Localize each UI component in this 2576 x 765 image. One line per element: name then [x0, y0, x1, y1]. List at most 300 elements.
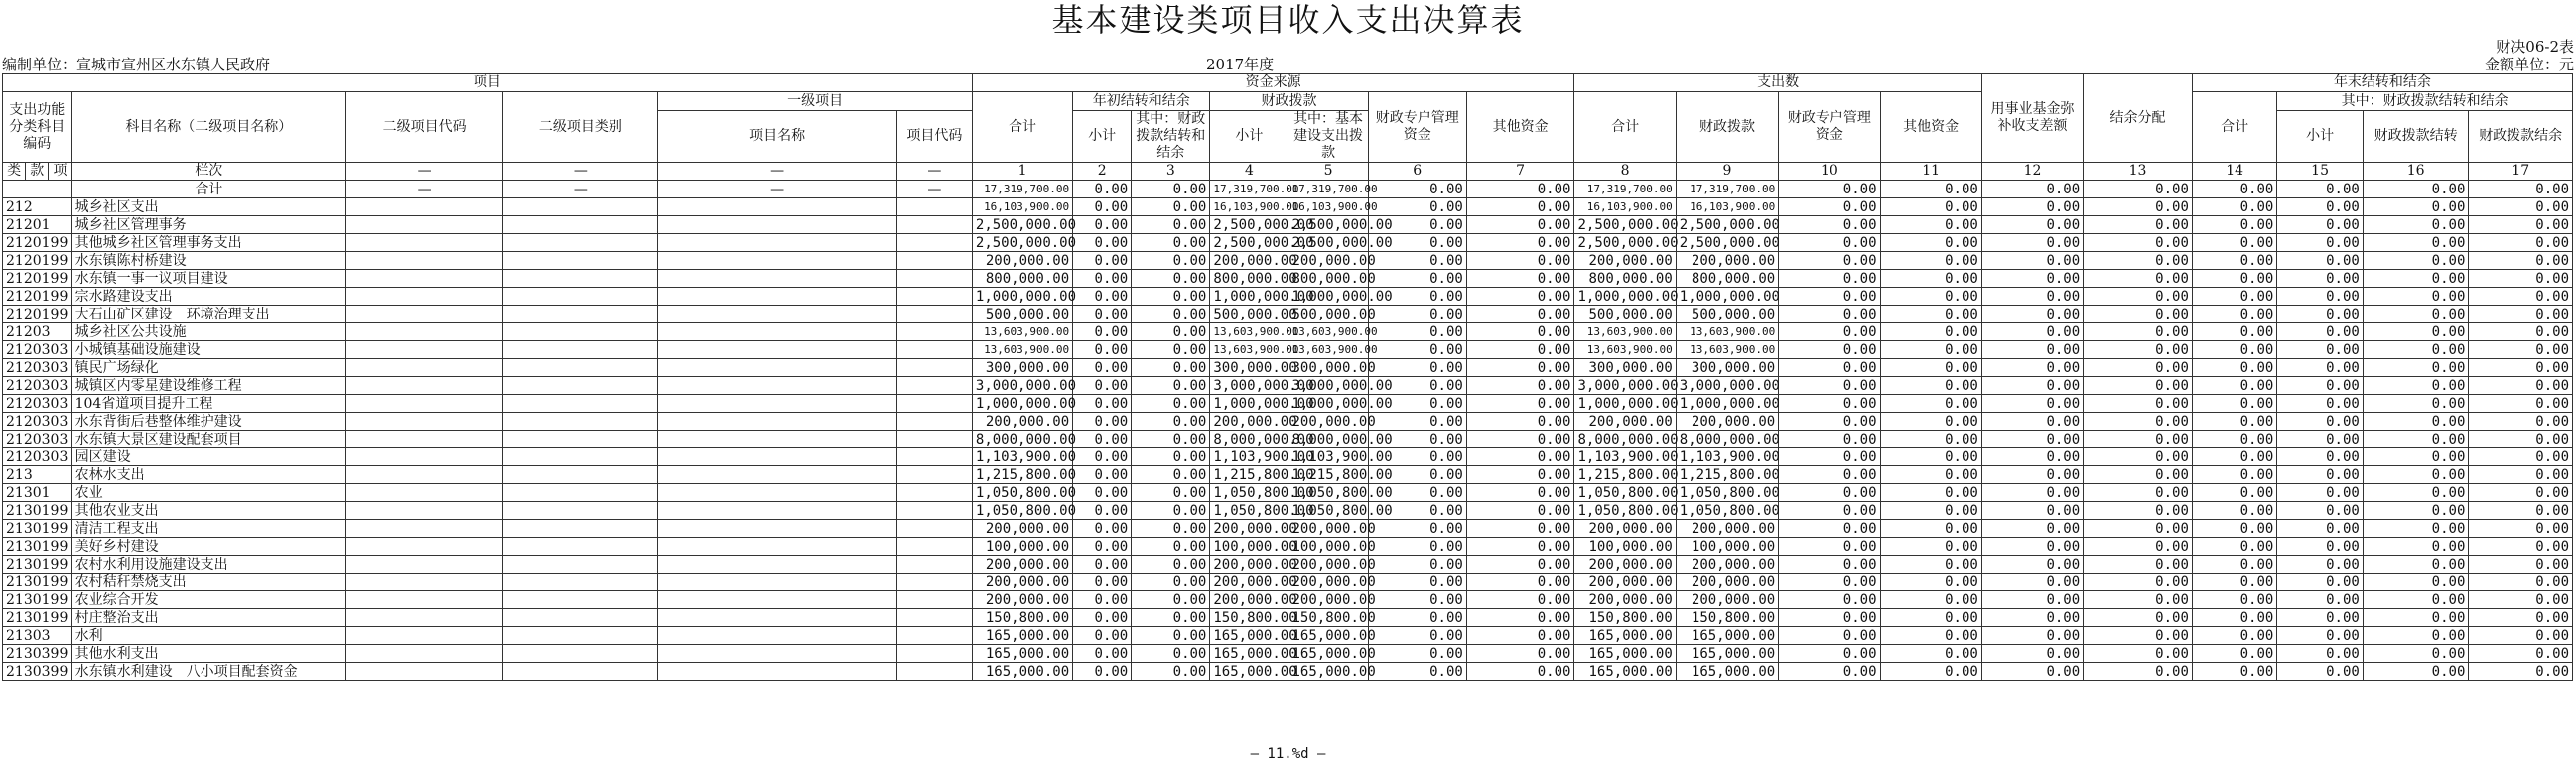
amount-cell: 1,050,800.00 — [1210, 502, 1288, 520]
amount-cell: 0.00 — [2084, 270, 2193, 288]
amount-cell: 0.00 — [1368, 645, 1466, 663]
function-code-cell: 2130199 — [3, 591, 72, 609]
table-row — [3, 627, 2573, 645]
amount-cell: 1,000,000.00 — [1676, 395, 1778, 413]
amount-cell: 1,050,800.00 — [1574, 484, 1676, 502]
amount-cell: 0.00 — [1466, 538, 1574, 556]
empty-cell — [503, 395, 658, 413]
empty-cell — [658, 609, 897, 627]
amount-cell: 0.00 — [2084, 520, 2193, 538]
table-row — [3, 448, 2573, 466]
amount-cell: 0.00 — [2469, 448, 2573, 466]
amount-cell: 0.00 — [2192, 252, 2276, 270]
amount-cell: 1,000,000.00 — [1574, 288, 1676, 306]
empty-cell — [896, 591, 972, 609]
total-value-cell: 17,319,700.00 — [1288, 181, 1368, 198]
amount-cell: 0.00 — [2277, 252, 2364, 270]
column-number: 11 — [1880, 163, 1981, 181]
empty-cell — [896, 359, 972, 377]
amount-cell: 0.00 — [2469, 663, 2573, 681]
amount-cell: 800,000.00 — [972, 270, 1072, 288]
amount-cell: 0.00 — [2192, 359, 2276, 377]
total-label: 合计 — [71, 181, 345, 198]
amount-cell: 0.00 — [1880, 341, 1981, 359]
amount-cell: 200,000.00 — [1288, 413, 1368, 431]
empty-cell — [658, 556, 897, 574]
amount-cell: 0.00 — [1368, 413, 1466, 431]
header-begin-subtotal: 小计 — [1073, 111, 1132, 163]
amount-cell: 0.00 — [1466, 645, 1574, 663]
function-code-cell: 2120199 — [3, 234, 72, 252]
amount-cell: 0.00 — [1779, 663, 1880, 681]
amount-cell: 0.00 — [1880, 556, 1981, 574]
empty-cell — [503, 431, 658, 448]
subject-name-cell: 其他农业支出 — [71, 502, 345, 520]
empty-cell — [346, 591, 503, 609]
amount-cell: 0.00 — [1368, 663, 1466, 681]
subject-name-cell: 镇民广场绿化 — [71, 359, 345, 377]
amount-cell: 0.00 — [2469, 395, 2573, 413]
amount-cell: 13,603,900.00 — [1676, 323, 1778, 341]
function-code-cell: 2120303 — [3, 377, 72, 395]
column-number: 9 — [1676, 163, 1778, 181]
amount-cell: 200,000.00 — [972, 556, 1072, 574]
subject-name-cell: 城乡社区公共设施 — [71, 323, 345, 341]
function-code-cell: 2130399 — [3, 645, 72, 663]
empty-cell — [503, 270, 658, 288]
amount-cell: 0.00 — [2192, 484, 2276, 502]
total-code-cell — [3, 181, 72, 198]
amount-cell: 100,000.00 — [1288, 538, 1368, 556]
amount-cell: 0.00 — [1073, 627, 1132, 645]
amount-cell: 0.00 — [2363, 663, 2469, 681]
amount-cell: 2,500,000.00 — [1676, 216, 1778, 234]
amount-cell: 200,000.00 — [1210, 574, 1288, 591]
subject-name-cell: 水东镇一事一议项目建设 — [71, 270, 345, 288]
amount-cell: 0.00 — [1368, 591, 1466, 609]
amount-cell: 200,000.00 — [972, 413, 1072, 431]
column-number: 10 — [1779, 163, 1880, 181]
amount-cell: 100,000.00 — [972, 538, 1072, 556]
empty-cell — [503, 627, 658, 645]
amount-cell: 0.00 — [1368, 234, 1466, 252]
amount-cell: 0.00 — [2363, 431, 2469, 448]
amount-cell: 300,000.00 — [972, 359, 1072, 377]
amount-cell: 0.00 — [1981, 198, 2083, 216]
amount-cell: 2,500,000.00 — [1574, 216, 1676, 234]
amount-cell: 0.00 — [1132, 395, 1210, 413]
amount-cell: 0.00 — [1466, 395, 1574, 413]
table-row — [3, 484, 2573, 502]
amount-cell: 0.00 — [1466, 413, 1574, 431]
amount-cell: 0.00 — [2363, 466, 2469, 484]
empty-cell — [503, 574, 658, 591]
amount-cell: 165,000.00 — [1574, 645, 1676, 663]
amount-cell: 0.00 — [1132, 234, 1210, 252]
amount-cell: 0.00 — [1466, 466, 1574, 484]
empty-cell — [658, 502, 897, 520]
empty-cell — [896, 574, 972, 591]
empty-cell — [346, 198, 503, 216]
subject-name-cell: 农林水支出 — [71, 466, 345, 484]
amount-cell: 0.00 — [2192, 431, 2276, 448]
subject-name-cell: 村庄整治支出 — [71, 609, 345, 627]
subject-name-cell: 美好乡村建设 — [71, 538, 345, 556]
amount-cell: 0.00 — [1368, 448, 1466, 466]
amount-cell: 0.00 — [2192, 556, 2276, 574]
amount-cell: 0.00 — [2469, 484, 2573, 502]
amount-cell: 0.00 — [2084, 359, 2193, 377]
amount-cell: 0.00 — [1779, 216, 1880, 234]
table-row — [3, 413, 2573, 431]
empty-cell — [896, 556, 972, 574]
table-row — [3, 520, 2573, 538]
amount-cell: 0.00 — [1132, 538, 1210, 556]
header-l1-name: 项目名称 — [658, 111, 897, 163]
header-exp-total: 合计 — [1574, 92, 1676, 163]
header-expenditure: 支出数 — [1574, 74, 1981, 92]
amount-cell: 0.00 — [2363, 198, 2469, 216]
amount-cell: 0.00 — [1132, 270, 1210, 288]
amount-cell: 0.00 — [1073, 323, 1132, 341]
amount-cell: 1,103,900.00 — [1574, 448, 1676, 466]
amount-cell: 0.00 — [2363, 627, 2469, 645]
amount-cell: 1,050,800.00 — [1288, 484, 1368, 502]
amount-cell: 3,000,000.00 — [1210, 377, 1288, 395]
amount-cell: 0.00 — [1981, 609, 2083, 627]
total-value-cell: 17,319,700.00 — [1210, 181, 1288, 198]
amount-cell: 0.00 — [1368, 520, 1466, 538]
amount-cell: 0.00 — [1073, 252, 1132, 270]
empty-cell — [503, 538, 658, 556]
amount-cell: 0.00 — [2192, 448, 2276, 466]
empty-cell — [503, 645, 658, 663]
amount-cell: 165,000.00 — [1288, 645, 1368, 663]
subject-name-cell: 城乡社区管理事务 — [71, 216, 345, 234]
subject-name-cell: 园区建设 — [71, 448, 345, 466]
amount-cell: 0.00 — [1779, 466, 1880, 484]
amount-cell: 165,000.00 — [972, 627, 1072, 645]
amount-cell: 0.00 — [1132, 591, 1210, 609]
amount-cell: 0.00 — [1132, 288, 1210, 306]
amount-cell: 200,000.00 — [972, 252, 1072, 270]
amount-cell: 0.00 — [1880, 323, 1981, 341]
amount-cell: 0.00 — [1132, 520, 1210, 538]
amount-cell: 0.00 — [2363, 591, 2469, 609]
amount-cell: 1,050,800.00 — [1676, 502, 1778, 520]
amount-cell: 1,103,900.00 — [972, 448, 1072, 466]
header-subject: 科目名称（二级项目名称） — [71, 92, 345, 163]
amount-cell: 0.00 — [1981, 359, 2083, 377]
empty-cell — [503, 341, 658, 359]
total-value-cell: 0.00 — [2277, 181, 2364, 198]
amount-cell: 0.00 — [1779, 234, 1880, 252]
amount-cell: 0.00 — [2469, 556, 2573, 574]
amount-cell: 0.00 — [1132, 198, 1210, 216]
amount-cell: 150,800.00 — [1676, 609, 1778, 627]
amount-cell: 300,000.00 — [1676, 359, 1778, 377]
amount-cell: 0.00 — [1073, 341, 1132, 359]
empty-cell — [658, 395, 897, 413]
amount-cell: 1,103,900.00 — [1676, 448, 1778, 466]
amount-cell: 1,215,800.00 — [1288, 466, 1368, 484]
total-value-cell: 0.00 — [1880, 181, 1981, 198]
amount-cell: 0.00 — [2363, 574, 2469, 591]
header-exp-fiscal: 财政拨款 — [1676, 92, 1778, 163]
header-l1: 一级项目 — [658, 92, 972, 111]
amount-cell: 0.00 — [2084, 609, 2193, 627]
amount-cell: 0.00 — [2469, 574, 2573, 591]
amount-cell: 0.00 — [1880, 520, 1981, 538]
amount-cell: 0.00 — [2192, 609, 2276, 627]
amount-cell: 0.00 — [2277, 538, 2364, 556]
amount-cell: 165,000.00 — [1288, 627, 1368, 645]
column-number: 1 — [972, 163, 1072, 181]
empty-cell — [658, 198, 897, 216]
amount-cell: 13,603,900.00 — [1676, 341, 1778, 359]
empty-cell — [346, 323, 503, 341]
amount-cell: 0.00 — [1981, 306, 2083, 323]
amount-cell: 0.00 — [2363, 520, 2469, 538]
amount-cell: 0.00 — [2084, 502, 2193, 520]
empty-cell — [658, 270, 897, 288]
amount-cell: 0.00 — [1466, 484, 1574, 502]
header-exp-special: 财政专户管理资金 — [1779, 92, 1880, 163]
amount-cell: 13,603,900.00 — [1574, 323, 1676, 341]
amount-cell: 0.00 — [1880, 431, 1981, 448]
amount-cell: 0.00 — [1132, 645, 1210, 663]
amount-cell: 1,000,000.00 — [1676, 288, 1778, 306]
amount-cell: 0.00 — [1981, 395, 2083, 413]
amount-cell: 0.00 — [2192, 270, 2276, 288]
amount-cell: 0.00 — [1368, 288, 1466, 306]
amount-cell: 0.00 — [1779, 359, 1880, 377]
amount-cell: 0.00 — [1880, 216, 1981, 234]
function-code-cell: 2120199 — [3, 270, 72, 288]
header-other-fund: 其他资金 — [1466, 92, 1574, 163]
dash-cell: — — [896, 163, 972, 181]
amount-cell: 0.00 — [1779, 395, 1880, 413]
amount-cell: 0.00 — [1132, 627, 1210, 645]
amount-cell: 8,000,000.00 — [1676, 431, 1778, 448]
amount-cell: 2,500,000.00 — [972, 216, 1072, 234]
amount-cell: 500,000.00 — [1210, 306, 1288, 323]
amount-cell: 200,000.00 — [1210, 413, 1288, 431]
amount-cell: 0.00 — [1073, 198, 1132, 216]
empty-cell — [896, 252, 972, 270]
header-of-fiscal-end: 其中：财政拨款结转和结余 — [2277, 92, 2573, 111]
amount-cell: 0.00 — [2084, 448, 2193, 466]
header-end-surplus: 财政拨款结余 — [2469, 111, 2573, 163]
amount-cell: 0.00 — [1132, 323, 1210, 341]
amount-cell: 0.00 — [2277, 627, 2364, 645]
column-number: 7 — [1466, 163, 1574, 181]
header-special-fund: 财政专户管理资金 — [1368, 92, 1466, 163]
amount-cell: 0.00 — [1368, 270, 1466, 288]
amount-cell: 0.00 — [2363, 556, 2469, 574]
amount-cell: 0.00 — [1981, 520, 2083, 538]
amount-cell: 13,603,900.00 — [1288, 323, 1368, 341]
amount-cell: 0.00 — [1132, 448, 1210, 466]
function-code-cell: 21203 — [3, 323, 72, 341]
empty-cell — [658, 538, 897, 556]
amount-cell: 200,000.00 — [1288, 556, 1368, 574]
empty-cell — [503, 466, 658, 484]
amount-cell: 0.00 — [2363, 609, 2469, 627]
amount-cell: 0.00 — [2469, 627, 2573, 645]
amount-cell: 150,800.00 — [972, 609, 1072, 627]
amount-cell: 0.00 — [1073, 645, 1132, 663]
amount-cell: 0.00 — [2277, 466, 2364, 484]
amount-cell: 0.00 — [2277, 216, 2364, 234]
amount-cell: 0.00 — [1466, 341, 1574, 359]
amount-cell: 0.00 — [1368, 323, 1466, 341]
total-value-cell: 0.00 — [1368, 181, 1466, 198]
amount-cell: 0.00 — [1368, 502, 1466, 520]
amount-cell: 0.00 — [1779, 431, 1880, 448]
empty-cell — [346, 306, 503, 323]
amount-cell: 300,000.00 — [1574, 359, 1676, 377]
amount-cell: 1,000,000.00 — [1288, 395, 1368, 413]
amount-cell: 165,000.00 — [1574, 627, 1676, 645]
amount-cell: 0.00 — [1368, 556, 1466, 574]
column-number: 16 — [2363, 163, 2469, 181]
header-year-begin: 年初结转和结余 — [1073, 92, 1210, 111]
empty-cell — [346, 395, 503, 413]
table-row — [3, 574, 2573, 591]
amount-cell: 0.00 — [1779, 484, 1880, 502]
amount-cell: 200,000.00 — [1676, 574, 1778, 591]
empty-cell — [658, 466, 897, 484]
amount-cell: 0.00 — [2192, 234, 2276, 252]
amount-cell: 0.00 — [1466, 306, 1574, 323]
empty-cell — [658, 591, 897, 609]
function-code-cell: 2120199 — [3, 306, 72, 323]
empty-cell — [896, 198, 972, 216]
subject-name-cell: 城乡社区支出 — [71, 198, 345, 216]
amount-cell: 0.00 — [1880, 627, 1981, 645]
function-code-cell: 212 — [3, 198, 72, 216]
empty-cell — [503, 413, 658, 431]
amount-cell: 0.00 — [2192, 323, 2276, 341]
amount-cell: 1,103,900.00 — [1210, 448, 1288, 466]
amount-cell: 0.00 — [2363, 341, 2469, 359]
header-funds-source: 资金来源 — [972, 74, 1574, 92]
header-project: 项目 — [3, 74, 973, 92]
amount-cell: 13,603,900.00 — [972, 323, 1072, 341]
amount-cell: 0.00 — [2363, 448, 2469, 466]
total-value-cell: 17,319,700.00 — [972, 181, 1072, 198]
total-value-cell: 17,319,700.00 — [1574, 181, 1676, 198]
amount-cell: 0.00 — [1880, 288, 1981, 306]
amount-cell: 0.00 — [2363, 270, 2469, 288]
empty-cell — [346, 252, 503, 270]
empty-cell — [503, 252, 658, 270]
column-number: 13 — [2084, 163, 2193, 181]
amount-cell: 0.00 — [1779, 520, 1880, 538]
amount-cell: 200,000.00 — [1676, 413, 1778, 431]
amount-cell: 0.00 — [1368, 198, 1466, 216]
amount-cell: 13,603,900.00 — [972, 341, 1072, 359]
subject-name-cell: 水东背街后巷整体维护建设 — [71, 413, 345, 431]
amount-cell: 0.00 — [1368, 484, 1466, 502]
amount-cell: 800,000.00 — [1574, 270, 1676, 288]
amount-cell: 165,000.00 — [1676, 627, 1778, 645]
amount-cell: 0.00 — [2469, 591, 2573, 609]
amount-cell: 100,000.00 — [1574, 538, 1676, 556]
header-fiscal-alloc: 财政拨款 — [1210, 92, 1368, 111]
empty-cell — [658, 520, 897, 538]
empty-cell — [503, 323, 658, 341]
function-code-cell: 2130199 — [3, 574, 72, 591]
amount-cell: 200,000.00 — [1574, 556, 1676, 574]
table-row — [3, 252, 2573, 270]
amount-cell: 200,000.00 — [1676, 252, 1778, 270]
amount-cell: 2,500,000.00 — [1574, 234, 1676, 252]
table-row — [3, 359, 2573, 377]
amount-cell: 0.00 — [1779, 323, 1880, 341]
amount-cell: 0.00 — [1368, 306, 1466, 323]
amount-cell: 0.00 — [1981, 574, 2083, 591]
total-value-cell: 0.00 — [2469, 181, 2573, 198]
amount-cell: 0.00 — [2192, 627, 2276, 645]
amount-cell: 0.00 — [1466, 359, 1574, 377]
empty-cell — [346, 431, 503, 448]
subject-name-cell: 水东镇水利建设 八小项目配套资金 — [71, 663, 345, 681]
amount-cell: 0.00 — [2469, 198, 2573, 216]
amount-cell: 165,000.00 — [1210, 645, 1288, 663]
amount-cell: 16,103,900.00 — [972, 198, 1072, 216]
table-row — [3, 377, 2573, 395]
amount-cell: 0.00 — [1073, 288, 1132, 306]
amount-cell: 0.00 — [1073, 538, 1132, 556]
amount-cell: 200,000.00 — [1210, 556, 1288, 574]
amount-cell: 0.00 — [1880, 466, 1981, 484]
amount-cell: 200,000.00 — [1210, 252, 1288, 270]
amount-cell: 0.00 — [2192, 520, 2276, 538]
amount-cell: 0.00 — [1073, 484, 1132, 502]
column-number: 3 — [1132, 163, 1210, 181]
table-row — [3, 306, 2573, 323]
amount-cell: 200,000.00 — [1288, 574, 1368, 591]
amount-cell: 0.00 — [1981, 591, 2083, 609]
amount-cell: 1,050,800.00 — [1288, 502, 1368, 520]
amount-cell: 200,000.00 — [1574, 591, 1676, 609]
amount-cell: 0.00 — [1466, 556, 1574, 574]
amount-cell: 0.00 — [2084, 466, 2193, 484]
amount-cell: 0.00 — [2192, 574, 2276, 591]
amount-cell: 0.00 — [1466, 234, 1574, 252]
amount-cell: 0.00 — [2084, 663, 2193, 681]
column-number: 14 — [2192, 163, 2276, 181]
amount-cell: 0.00 — [1132, 431, 1210, 448]
amount-cell: 0.00 — [2469, 234, 2573, 252]
subject-name-cell: 其他城乡社区管理事务支出 — [71, 234, 345, 252]
amount-cell: 8,000,000.00 — [1288, 431, 1368, 448]
header-xiang: 项 — [49, 163, 71, 181]
table-row — [3, 234, 2573, 252]
amount-cell: 1,215,800.00 — [1210, 466, 1288, 484]
empty-cell — [346, 216, 503, 234]
table-row — [3, 216, 2573, 234]
amount-cell: 0.00 — [1073, 377, 1132, 395]
dash-cell: — — [346, 181, 503, 198]
amount-cell: 0.00 — [2192, 538, 2276, 556]
amount-cell: 13,603,900.00 — [1288, 341, 1368, 359]
amount-cell: 0.00 — [1368, 216, 1466, 234]
amount-cell: 0.00 — [2084, 538, 2193, 556]
report-year: 2017年度 — [1206, 56, 1275, 73]
